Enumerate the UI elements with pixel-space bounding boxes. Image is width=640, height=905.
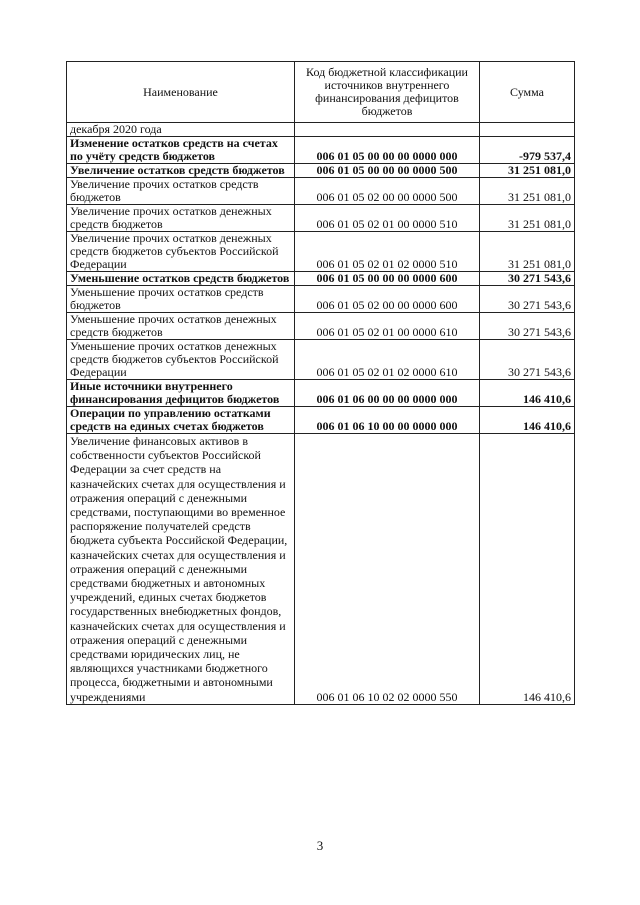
header-name: Наименование xyxy=(67,62,295,123)
table-header-row xyxy=(67,62,575,123)
row-sum: 30 271 543,6 xyxy=(480,313,575,340)
continuation-sum-cell xyxy=(480,123,575,137)
row-name: Изменение остатков средств на счетах по учёту средств бюджетов xyxy=(67,137,295,164)
header-code: Код бюджетной классификации источников внутреннего финансирования дефицитов бюджетов xyxy=(295,62,480,123)
row-sum: 31 251 081,0 xyxy=(480,178,575,205)
row-code: 006 01 05 00 00 00 0000 600 xyxy=(295,272,480,286)
table-row xyxy=(67,272,575,286)
row-code: 006 01 05 00 00 00 0000 500 xyxy=(295,164,480,178)
row-code: 006 01 05 02 01 00 0000 510 xyxy=(295,205,480,232)
row-code: 006 01 05 00 00 00 0000 000 xyxy=(295,137,480,164)
table-row xyxy=(67,178,575,205)
row-code: 006 01 06 00 00 00 0000 000 xyxy=(295,380,480,407)
table-row xyxy=(67,205,575,232)
table-row xyxy=(67,407,575,434)
row-name: Увеличение остатков средств бюджетов xyxy=(67,164,295,178)
row-code: 006 01 05 02 01 02 0000 610 xyxy=(295,340,480,380)
row-name: Уменьшение прочих остатков денежных средств бюджетов xyxy=(67,313,295,340)
row-name: Увеличение прочих остатков денежных средств бюджетов субъектов Российской Федерации xyxy=(67,232,295,272)
continuation-code-cell xyxy=(295,123,480,137)
row-name: Иные источники внутреннего финансирования дефицитов бюджетов xyxy=(67,380,295,407)
row-sum: 30 271 543,6 xyxy=(480,286,575,313)
row-name: Операции по управлению остатками средств на единых счетах бюджетов xyxy=(67,407,295,434)
row-name: Уменьшение прочих остатков средств бюджетов xyxy=(67,286,295,313)
table-row xyxy=(67,232,575,272)
table-row xyxy=(67,380,575,407)
table-row xyxy=(67,434,575,705)
row-sum: 30 271 543,6 xyxy=(480,340,575,380)
budget-sources-table xyxy=(66,61,575,705)
row-name: Увеличение финансовых активов в собственности субъектов Российской Федерации за счет средств на казначейских счетах для осуществления и отражения операций с денежными средствами, поступающими во временное распоряжение получателей средств бюджета субъекта Российской Федерации, казначейских счетах для осуществления и отражения операций с денежными средствами бюджетных и автономных учреждений, единых счетах бюджетов государственных внебюджетных фондов, казначейских счетах для осуществления и отражения операций с денежными средствами юридических лиц, не являющихся участниками бюджетного процесса, бюджетными и автономными учреждениями xyxy=(67,434,295,705)
table-row xyxy=(67,340,575,380)
row-sum: 30 271 543,6 xyxy=(480,272,575,286)
row-code: 006 01 06 10 00 00 0000 000 xyxy=(295,407,480,434)
row-code: 006 01 06 10 02 02 0000 550 xyxy=(295,434,480,705)
row-sum: -979 537,4 xyxy=(480,137,575,164)
table-row xyxy=(67,313,575,340)
row-name: Увеличение прочих остатков денежных средств бюджетов xyxy=(67,205,295,232)
row-code: 006 01 05 02 00 00 0000 600 xyxy=(295,286,480,313)
table-row xyxy=(67,137,575,164)
row-sum: 146 410,6 xyxy=(480,380,575,407)
continuation-row xyxy=(67,123,575,137)
row-sum: 31 251 081,0 xyxy=(480,205,575,232)
header-sum: Сумма xyxy=(480,62,575,123)
row-sum: 31 251 081,0 xyxy=(480,232,575,272)
row-sum: 146 410,6 xyxy=(480,434,575,705)
page-number: 3 xyxy=(316,838,324,853)
row-name: Увеличение прочих остатков средств бюджетов xyxy=(67,178,295,205)
row-sum: 146 410,6 xyxy=(480,407,575,434)
row-name: Уменьшение остатков средств бюджетов xyxy=(67,272,295,286)
continuation-text: декабря 2020 года xyxy=(67,123,295,137)
row-code: 006 01 05 02 00 00 0000 500 xyxy=(295,178,480,205)
table-row xyxy=(67,164,575,178)
row-name: Уменьшение прочих остатков денежных средств бюджетов субъектов Российской Федерации xyxy=(67,340,295,380)
row-sum: 31 251 081,0 xyxy=(480,164,575,178)
row-code: 006 01 05 02 01 00 0000 610 xyxy=(295,313,480,340)
row-code: 006 01 05 02 01 02 0000 510 xyxy=(295,232,480,272)
table-row xyxy=(67,286,575,313)
